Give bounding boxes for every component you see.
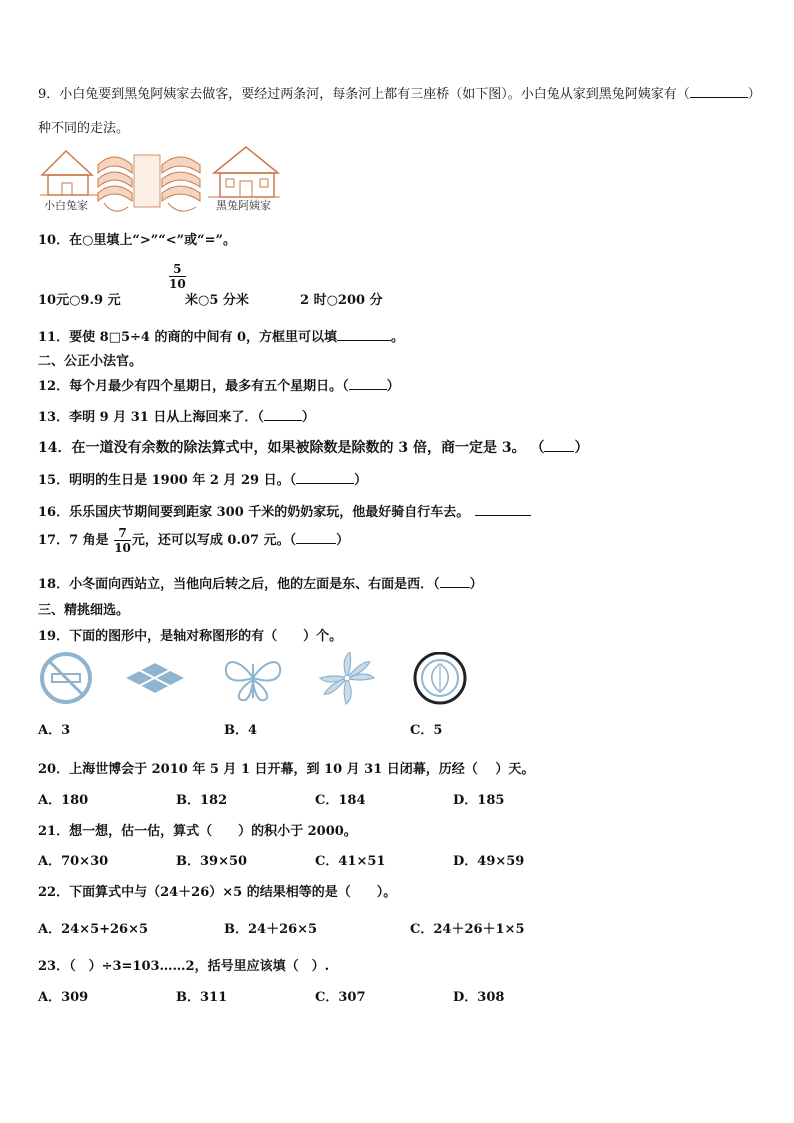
section-2-heading: 二、公正小法官。 [38, 354, 143, 369]
question-21: 21．想一想，估一估，算式（ ）的积小于 2000。 [38, 824, 357, 839]
question-12 [38, 375, 400, 394]
q22-option-b[interactable]: B．24＋26×5 [224, 922, 318, 937]
q18-answer-blank[interactable] [440, 587, 470, 588]
q15-end: ） [354, 473, 368, 488]
four-rhombus-icon [124, 662, 186, 694]
q11-answer-blank[interactable] [337, 340, 391, 341]
q20-option-c[interactable]: C．184 [315, 793, 366, 808]
q10-title: 10．在○里填上“>”“<”或“=”。 [38, 233, 236, 248]
pinwheel-flower-icon [320, 652, 374, 704]
q14-answer-blank[interactable] [544, 451, 574, 452]
q17-post: 元，还可以写成 0.07 元。（ [131, 533, 297, 548]
question-16 [38, 501, 531, 520]
q15-text: 15．明明的生日是 1900 年 2 月 29 日。（ [38, 473, 297, 488]
q20-option-b[interactable]: B．182 [176, 793, 228, 808]
q9-answer-blank[interactable] [690, 97, 748, 98]
q18-text: 18．小冬面向西站立，当他向后转之后，他的左面是东、右面是西．（ [38, 577, 440, 592]
right-house-icon [208, 147, 280, 197]
q19-option-b[interactable]: B．4 [224, 723, 258, 738]
q13-end: ） [301, 410, 315, 425]
q12-end: ） [386, 379, 400, 394]
q10-item2 [168, 262, 187, 291]
q21-option-c[interactable]: C．41×51 [315, 854, 386, 869]
q22-option-c[interactable]: C．24＋26＋1×5 [410, 922, 525, 937]
question-23: 23．（ ）÷3=103……2，括号里应该填（ ）. [38, 959, 330, 974]
q19-option-a[interactable]: A．3 [38, 723, 71, 738]
river1-bridges-icon [98, 157, 132, 211]
q11-end: 。 [391, 330, 405, 345]
question-9 [38, 83, 761, 102]
q10-item1: 10元○9.9 元 [38, 293, 121, 308]
section-3-heading: 三、精挑细选。 [38, 603, 130, 618]
q17-pre: 17．7 角是 [38, 533, 109, 548]
q20-option-a[interactable]: A．180 [38, 793, 89, 808]
q10-item2-tail: 米○5 分米 [185, 293, 249, 308]
q13-text: 13．李明 9 月 31 日从上海回来了．（ [38, 410, 264, 425]
q10-fraction [169, 262, 186, 291]
q21-option-b[interactable]: B．39×50 [176, 854, 248, 869]
q12-text: 12．每个月最少有四个星期日，最多有五个星期日。（ [38, 379, 349, 394]
q22-option-a[interactable]: A．24×5+26×5 [38, 922, 149, 937]
question-22: 22．下面算式中与（24＋26）×5 的结果相等的是（ ）。 [38, 885, 397, 900]
question-13 [38, 406, 315, 425]
leaf-badge-icon [415, 653, 465, 703]
q10-item3: 2 时○200 分 [300, 293, 383, 308]
q14-text: 14．在一道没有余数的除法算式中，如果被除数是除数的 3 倍，商一定是 3。 （ [38, 440, 545, 456]
question-11 [38, 326, 404, 345]
q9-close: ） [747, 87, 761, 102]
q23-option-b[interactable]: B．311 [176, 990, 228, 1005]
q10-frac-num: 5 [169, 262, 186, 277]
left-house-icon [40, 151, 102, 195]
q23-option-d[interactable]: D．308 [453, 990, 505, 1005]
q9-line2: 种不同的走法。 [38, 121, 130, 136]
no-smoking-sign-icon [42, 654, 90, 702]
question-14 [38, 437, 588, 457]
label-left-house: 小白兔家 [44, 199, 88, 212]
q21-option-d[interactable]: D．49×59 [453, 854, 525, 869]
q16-text: 16．乐乐国庆节期间要到距家 300 千米的奶奶家玩，他最好骑自行车去。 [38, 505, 470, 520]
question-17 [38, 526, 349, 555]
q12-answer-blank[interactable] [349, 389, 387, 390]
q17-frac-den: 10 [114, 541, 131, 555]
q19-option-c[interactable]: C．5 [410, 723, 443, 738]
q16-answer-blank[interactable] [475, 515, 531, 516]
q17-fraction [114, 526, 131, 555]
q21-option-a[interactable]: A．70×30 [38, 854, 109, 869]
q10-frac-den: 10 [169, 277, 186, 291]
q14-end: ） [574, 440, 589, 456]
question-15 [38, 469, 367, 488]
q17-end: ） [336, 533, 350, 548]
river2-bridges-icon [162, 157, 200, 211]
q11-text: 11．要使 8□5÷4 的商的中间有 0，方框里可以填 [38, 330, 338, 345]
q19-figures [40, 652, 470, 706]
q13-answer-blank[interactable] [264, 420, 302, 421]
q18-end: ） [469, 577, 483, 592]
question-20: 20．上海世博会于 2010 年 5 月 1 日开幕，到 10 月 31 日闭幕，历经（ ）天。 [38, 762, 535, 777]
middle-bank [134, 155, 160, 207]
question-19: 19．下面的图形中，是轴对称图形的有（ ）个。 [38, 629, 343, 644]
q23-option-a[interactable]: A．309 [38, 990, 89, 1005]
label-right-house: 黑兔阿姨家 [216, 199, 271, 212]
q9-text: 9．小白兔要到黑兔阿姨家去做客，要经过两条河，每条河上都有三座桥（如下图）。小白兔从家到黑兔阿姨家有（ [38, 87, 690, 102]
question-18 [38, 573, 483, 592]
q17-frac-num: 7 [114, 526, 131, 541]
q17-answer-blank[interactable] [296, 543, 336, 544]
q20-option-d[interactable]: D．185 [453, 793, 505, 808]
butterfly-icon [226, 662, 280, 700]
q15-answer-blank[interactable] [296, 483, 354, 484]
q23-option-c[interactable]: C．307 [315, 990, 366, 1005]
